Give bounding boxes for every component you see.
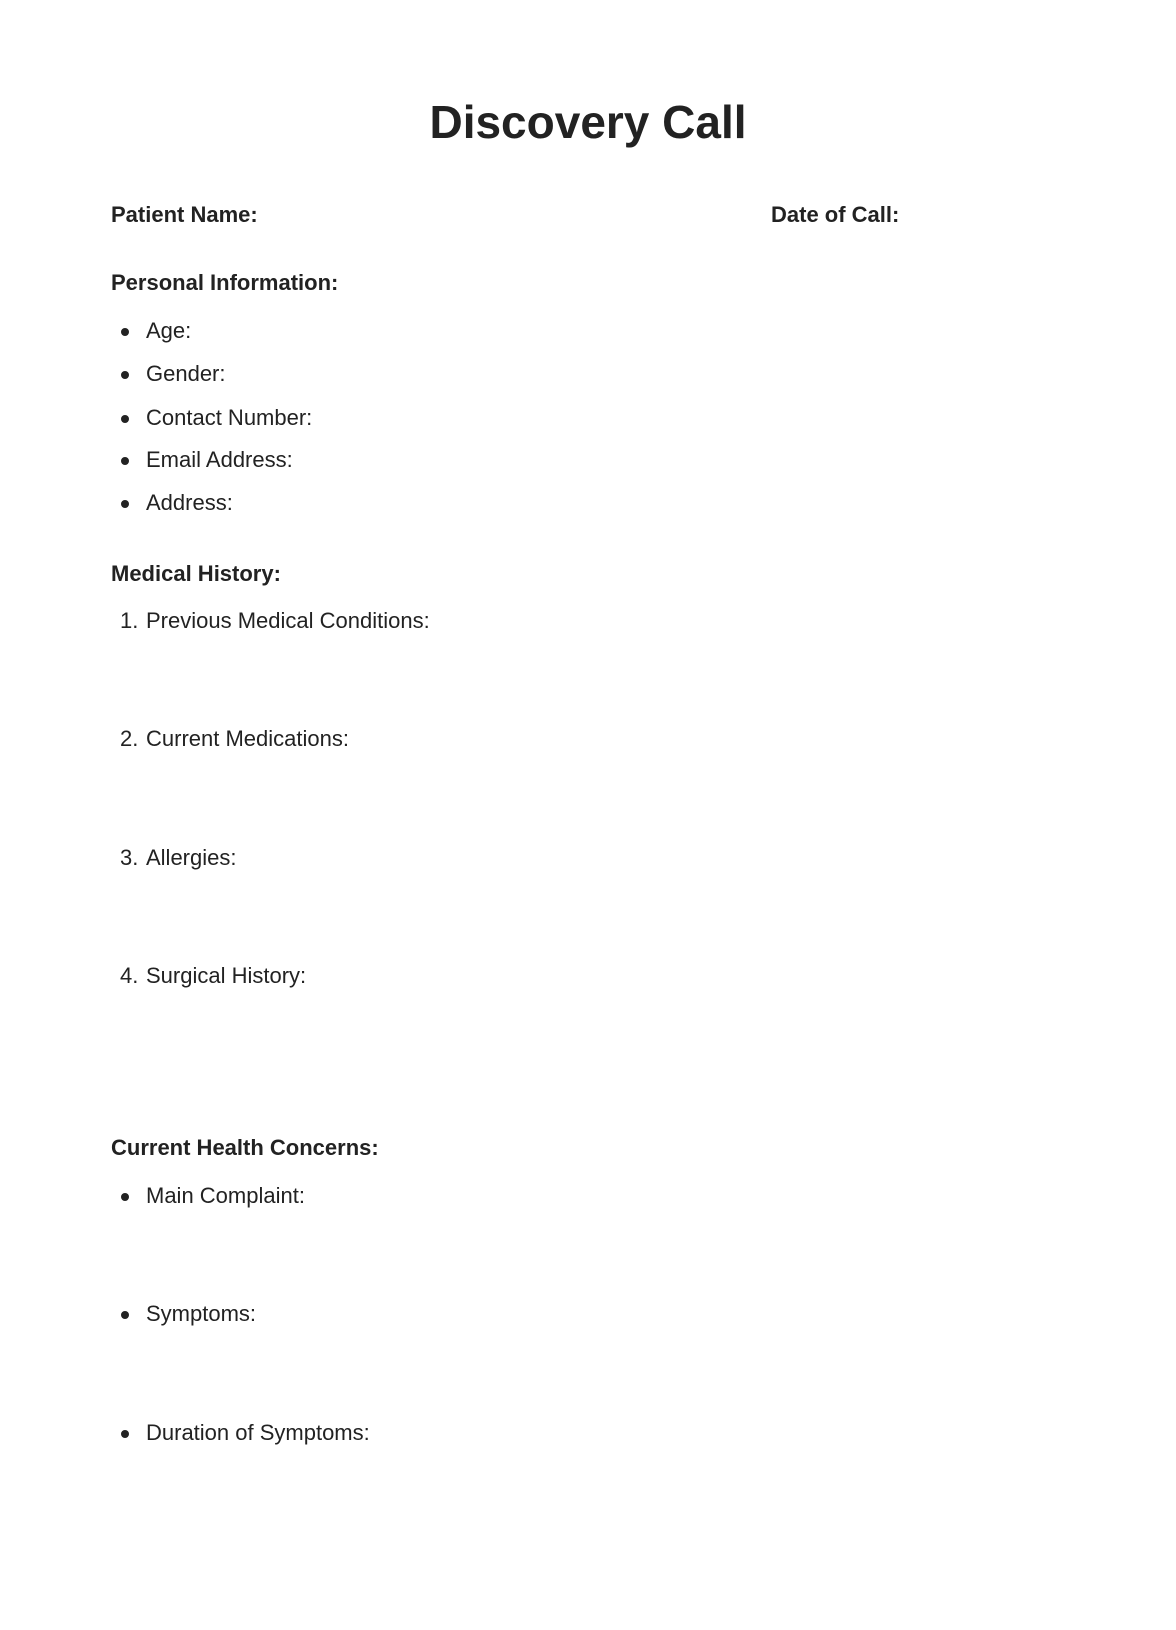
- medical-history-heading: Medical History:: [111, 561, 281, 586]
- personal-information-heading: Personal Information:: [111, 270, 339, 295]
- bullet-icon: [121, 415, 129, 423]
- list-item-surgical-history: Surgical History:: [146, 963, 307, 988]
- bullet-icon: [121, 1430, 129, 1438]
- list-item-email-address: Email Address:: [146, 447, 293, 472]
- list-item-age: Age:: [146, 318, 192, 343]
- list-item-contact-number: Contact Number:: [146, 405, 313, 430]
- list-item-previous-medical-conditions: Previous Medical Conditions:: [146, 608, 430, 633]
- bullet-icon: [121, 1311, 129, 1319]
- list-item-address: Address:: [146, 490, 233, 515]
- date-of-call-label: Date of Call:: [771, 202, 900, 227]
- bullet-icon: [121, 457, 129, 465]
- bullet-icon: [121, 500, 129, 508]
- bullet-icon: [121, 1193, 129, 1201]
- list-number: 3.: [120, 845, 139, 870]
- page-title: Discovery Call: [429, 96, 747, 148]
- list-item-gender: Gender:: [146, 361, 226, 386]
- list-item-symptoms: Symptoms:: [146, 1301, 257, 1326]
- patient-name-label: Patient Name:: [111, 202, 258, 227]
- list-number: 1.: [120, 608, 139, 633]
- current-health-concerns-heading: Current Health Concerns:: [111, 1135, 379, 1160]
- list-item-current-medications: Current Medications:: [146, 726, 349, 751]
- list-number: 2.: [120, 726, 139, 751]
- bullet-icon: [121, 328, 129, 336]
- list-item-duration-of-symptoms: Duration of Symptoms:: [146, 1420, 370, 1445]
- list-number: 4.: [120, 963, 139, 988]
- list-item-allergies: Allergies:: [146, 845, 237, 870]
- bullet-icon: [121, 371, 129, 379]
- list-item-main-complaint: Main Complaint:: [146, 1183, 305, 1208]
